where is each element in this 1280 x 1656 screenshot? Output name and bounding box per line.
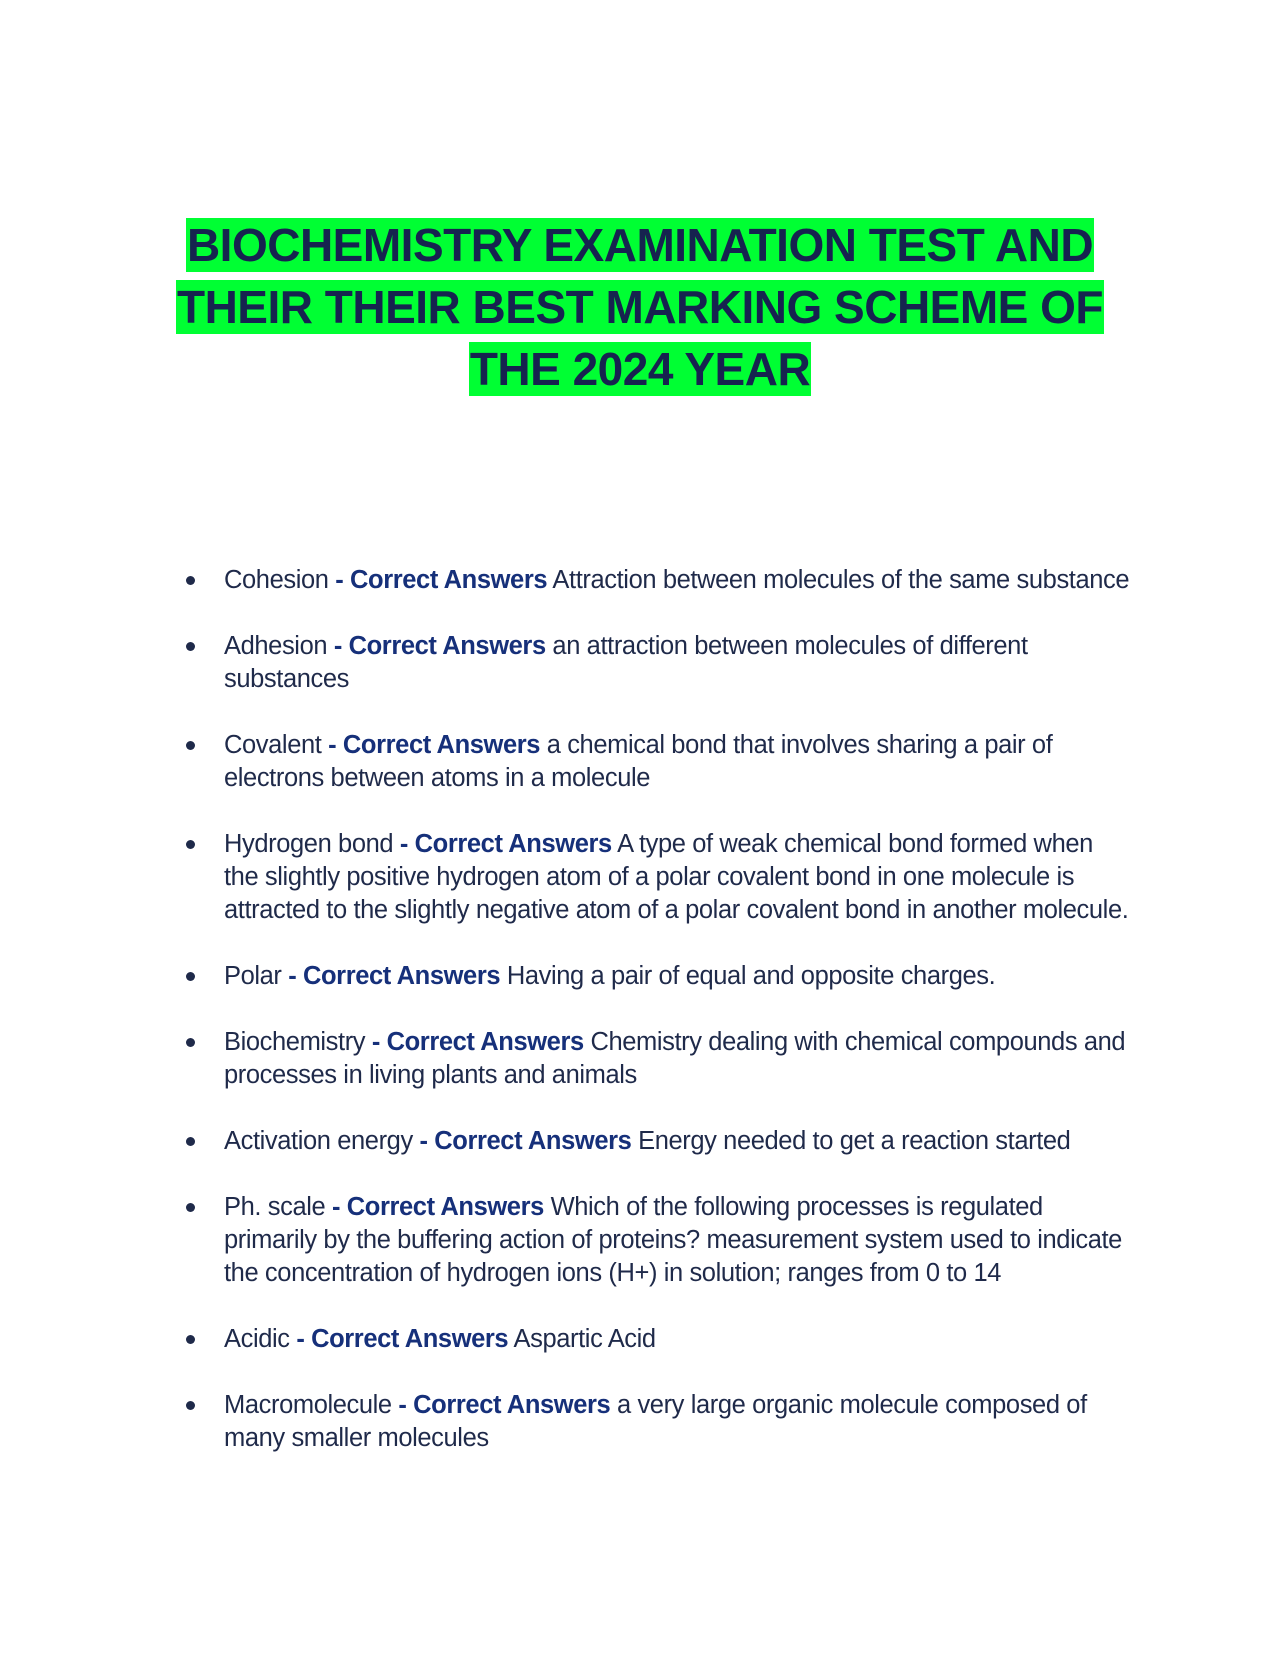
bullet-icon xyxy=(186,1203,195,1212)
item-term: Adhesion xyxy=(224,632,328,660)
item-term: Ph. scale xyxy=(224,1193,326,1221)
item-answer: an attraction between molecules of different substances xyxy=(224,632,1028,693)
list-item xyxy=(0,1026,1280,1092)
title-line-2: THEIR THEIR BEST MARKING SCHEME OF xyxy=(176,281,1104,333)
item-answer: Attraction between molecules of the same substance xyxy=(552,566,1130,594)
title-line-3: THE 2024 YEAR xyxy=(469,343,811,395)
item-term: Acidic xyxy=(224,1325,290,1353)
bullet-icon xyxy=(186,576,195,585)
item-answer: a very large organic molecule composed of many smaller molecules xyxy=(224,1391,1087,1452)
item-answer: Energy needed to get a reaction started xyxy=(638,1127,1071,1155)
list-item xyxy=(0,729,1280,795)
item-answer: Having a pair of equal and opposite charges. xyxy=(506,962,996,990)
list-item xyxy=(0,1125,1280,1158)
item-answer: A type of weak chemical bond formed when the slightly positive hydrogen atom of a polar covalent bond in one molecule is attracted to the slightly negative atom of a polar covalent bond in another molecule. xyxy=(224,830,1129,924)
bullet-icon xyxy=(186,1401,195,1410)
item-separator: - Correct Answers xyxy=(371,1028,584,1056)
bullet-icon xyxy=(186,642,195,651)
list-item xyxy=(0,1191,1280,1290)
qa-list xyxy=(0,564,1280,1488)
list-item xyxy=(0,828,1280,927)
item-term: Activation energy xyxy=(224,1127,413,1155)
item-term: Macromolecule xyxy=(224,1391,392,1419)
item-term: Covalent xyxy=(224,731,322,759)
item-answer: Chemistry dealing with chemical compounds and processes in living plants and animals xyxy=(224,1028,1126,1089)
bullet-icon xyxy=(186,972,195,981)
bullet-icon xyxy=(186,1038,195,1047)
list-item xyxy=(0,960,1280,993)
bullet-icon xyxy=(186,1137,195,1146)
item-separator: - Correct Answers xyxy=(331,1193,544,1221)
list-item xyxy=(0,564,1280,597)
bullet-icon xyxy=(186,840,195,849)
item-separator: - Correct Answers xyxy=(398,1391,611,1419)
item-answer: Which of the following processes is regulated primarily by the buffering action of proteins? measurement system used to indicate the concentration of hydrogen ions (H+) in solution; ranges from 0 to 14 xyxy=(224,1193,1122,1287)
item-separator: - Correct Answers xyxy=(399,830,612,858)
item-term: Cohesion xyxy=(224,566,329,594)
item-answer: Aspartic Acid xyxy=(513,1325,656,1353)
item-separator: - Correct Answers xyxy=(419,1127,632,1155)
item-term: Polar xyxy=(224,962,282,990)
item-separator: - Correct Answers xyxy=(333,632,546,660)
item-term: Biochemistry xyxy=(224,1028,366,1056)
list-item xyxy=(0,630,1280,696)
document-title xyxy=(160,214,1120,400)
item-term: Hydrogen bond xyxy=(224,830,394,858)
item-separator: - Correct Answers xyxy=(328,731,541,759)
item-separator: - Correct Answers xyxy=(288,962,501,990)
list-item xyxy=(0,1323,1280,1356)
bullet-icon xyxy=(186,1335,195,1344)
title-line-1: BIOCHEMISTRY EXAMINATION TEST AND xyxy=(186,219,1094,271)
item-separator: - Correct Answers xyxy=(296,1325,509,1353)
item-answer: a chemical bond that involves sharing a pair of electrons between atoms in a molecule xyxy=(224,731,1053,792)
list-item xyxy=(0,1389,1280,1455)
bullet-icon xyxy=(186,741,195,750)
item-separator: - Correct Answers xyxy=(335,566,548,594)
